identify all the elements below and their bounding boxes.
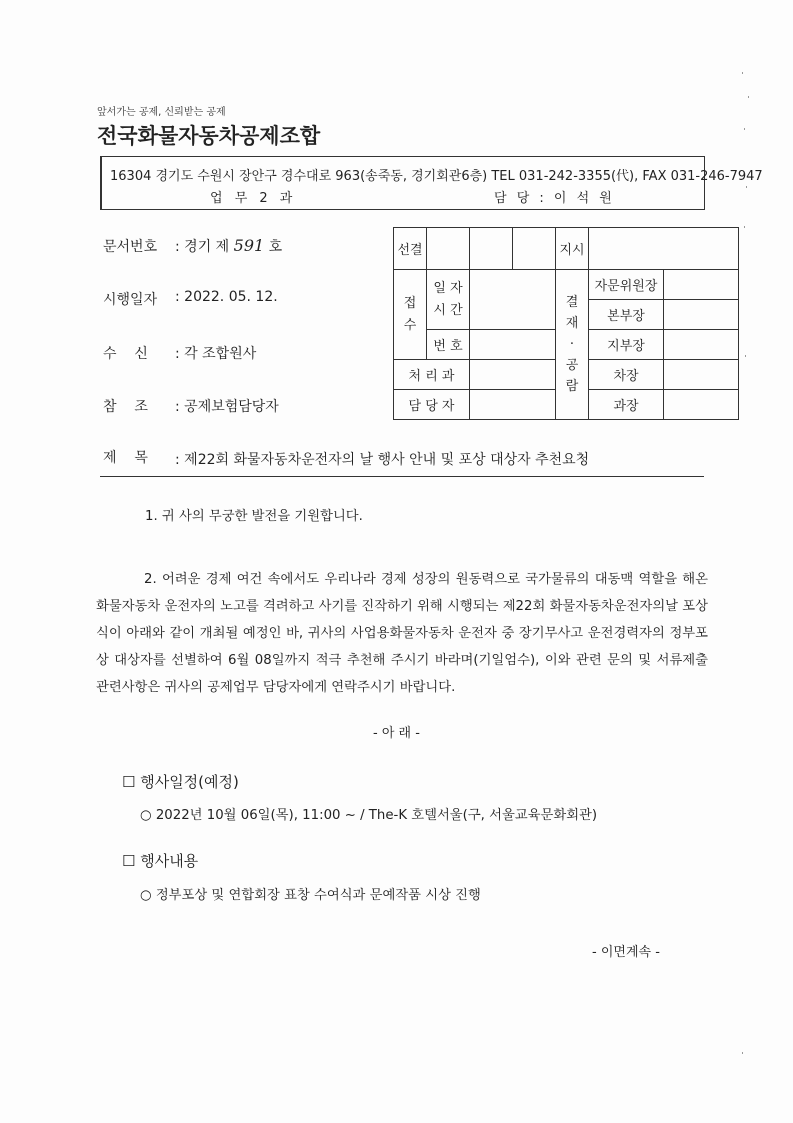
section-schedule-title: ☐ 행사일정(예정)	[122, 773, 239, 791]
slogan: 앞서가는 공제, 신뢰받는 공제	[97, 107, 226, 118]
address-box	[100, 156, 763, 210]
processing-dept-label: 처 리 과	[394, 360, 470, 390]
staff-in-charge: 담 당 : 이 석 원	[494, 191, 615, 206]
subject-label: 제 목	[103, 450, 148, 466]
date-label: 시행일자	[103, 292, 158, 308]
doc-number	[175, 236, 282, 256]
role-section-chief: 과장	[589, 390, 664, 420]
scan-speck	[742, 72, 743, 74]
date-value: : 2022. 05. 12.	[175, 289, 278, 305]
scan-speck	[745, 355, 746, 357]
doc-number-label: 문서번호	[103, 239, 158, 255]
doc-number-handwritten: 591	[233, 236, 265, 255]
recipient-value: : 각 조합원사	[175, 346, 257, 362]
scan-speck	[744, 226, 745, 228]
person-in-charge-label: 담 당 자	[394, 390, 470, 420]
role-headquarters-director: 본부장	[589, 300, 664, 330]
pre-approval-label: 선결	[394, 228, 427, 270]
scan-speck	[746, 186, 747, 188]
continued-note: - 이면계속 -	[592, 945, 660, 960]
instruction-label: 지시	[556, 228, 589, 270]
subject-divider	[100, 476, 704, 477]
address-line: 16304 경기도 수원시 장안구 경수대로 963(송죽동, 경기회관6층) TEL 031-242-3355(代), FAX 031-246-7947	[110, 169, 763, 184]
paragraph-2: 2. 어려운 경제 여건 속에서도 우리나라 경제 성장의 원동력으로 국가물류의 대동맥 역할을 해온 화물자동차 운전자의 노고를 격려하고 사기를 진작하기 위해 시행되는 제22회 화물자동차운전자의날 포상식이 아래와 같이 개최될 예정인 바, 귀사의 사업용화물자동차 운전자 중 장기무사고 운전경력자의 정부포상 대상자를 선별하여 6월 08일까지 적극 추천해 주시기 바라며(기일엄수), 이와 관련 문의 및 서류제출 관련사항은 귀사의 공제업무 담당자에게 연락주시기 바랍니다.	[96, 572, 708, 695]
organization-name: 전국화물자동차공제조합	[97, 124, 321, 148]
date-time-label: 일 자 시 간	[427, 270, 470, 330]
reference-value: : 공제보험담당자	[175, 399, 279, 415]
department: 업 무 2 과	[210, 191, 297, 206]
scan-speck	[742, 1052, 743, 1054]
approval-review-label: 결 재 · 공 람	[556, 270, 589, 420]
receipt-label: 접 수	[394, 270, 427, 360]
subject-value: : 제22회 화물자동차운전자의 날 행사 안내 및 포상 대상자 추천요청	[175, 452, 590, 468]
doc-number-prefix: : 경기 제	[175, 239, 230, 255]
section-schedule-item: ○ 2022년 10월 06일(목), 11:00 ~ / The-K 호텔서울(구, 서울교육문화회관)	[140, 808, 598, 823]
below-note: - 아 래 -	[373, 726, 420, 741]
recipient-label: 수 신	[103, 346, 148, 362]
doc-number-suffix: 호	[268, 239, 283, 255]
role-advisor-chair: 자문위원장	[589, 270, 664, 300]
reference-label: 참 조	[103, 399, 148, 415]
scan-speck	[744, 128, 745, 130]
role-branch-director: 지부장	[589, 330, 664, 360]
section-content-title: ☐ 행사내용	[122, 852, 199, 870]
scan-speck	[748, 96, 749, 98]
section-content-item: ○ 정부포상 및 연합회장 표창 수여식과 문예작품 시상 진행	[140, 888, 481, 903]
paragraph-1: 1. 귀 사의 무궁한 발전을 기원합니다.	[145, 509, 363, 524]
number-label: 번 호	[427, 330, 470, 360]
approval-table	[393, 227, 739, 420]
role-deputy-manager: 차장	[589, 360, 664, 390]
